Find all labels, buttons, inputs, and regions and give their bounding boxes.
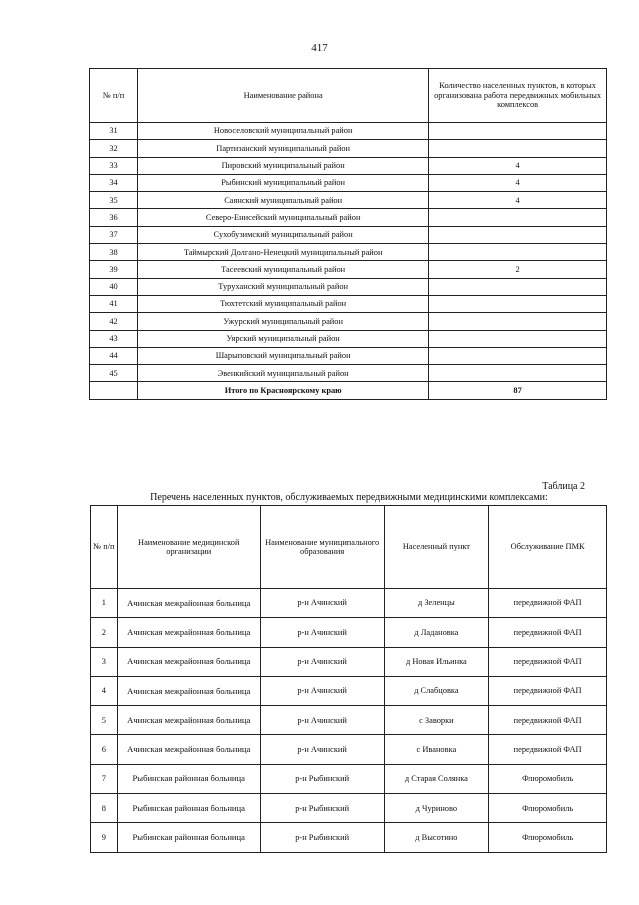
table-row [91, 618, 607, 647]
municipality: р-н Рыбинский [260, 823, 384, 852]
district-name: Северо-Енисейский муниципальный район [138, 209, 429, 226]
localities-table-body [91, 589, 607, 853]
table-row [90, 226, 607, 243]
locality: с Ивановка [384, 735, 489, 764]
localities-count: 4 [429, 174, 607, 191]
service-type: передвижной ФАП [489, 589, 607, 618]
row-number: 31 [90, 123, 138, 140]
table-row [90, 295, 607, 312]
medical-organization: Ачинская межрайонная больница [117, 676, 260, 705]
district-name: Шарыповский муниципальный район [138, 347, 429, 364]
medical-organization: Рыбинская районная больница [117, 764, 260, 793]
locality: д Старая Солянка [384, 764, 489, 793]
localities-count: 4 [429, 157, 607, 174]
total-empty-cell [90, 382, 138, 400]
localities-count [429, 123, 607, 140]
district-name: Сухобузимский муниципальный район [138, 226, 429, 243]
table-row [90, 157, 607, 174]
district-name: Туруханский муниципальный район [138, 278, 429, 295]
header-number: № п/п [91, 506, 118, 589]
localities-count [429, 365, 607, 382]
service-type: передвижной ФАП [489, 676, 607, 705]
row-number: 38 [90, 244, 138, 261]
district-name: Новоселовский муниципальный район [138, 123, 429, 140]
page-number: 417 [311, 42, 328, 54]
table-row [90, 313, 607, 330]
localities-count [429, 295, 607, 312]
locality: д Новая Ильинка [384, 647, 489, 676]
medical-organization: Ачинская межрайонная больница [117, 706, 260, 735]
localities-count [429, 347, 607, 364]
municipality: р-н Ачинский [260, 706, 384, 735]
table-row [91, 794, 607, 823]
table-header-row [91, 506, 607, 589]
header-district-name: Наименование района [138, 69, 429, 123]
table-row [90, 174, 607, 191]
municipality: р-н Ачинский [260, 676, 384, 705]
header-locality: Населенный пункт [384, 506, 489, 589]
total-row [90, 382, 607, 400]
district-name: Ужурский муниципальный район [138, 313, 429, 330]
localities-count [429, 330, 607, 347]
municipality: р-н Рыбинский [260, 794, 384, 823]
localities-count: 4 [429, 192, 607, 209]
table-row [90, 261, 607, 278]
districts-table [89, 68, 607, 400]
medical-organization: Ачинская межрайонная больница [117, 618, 260, 647]
district-name: Тюхтетский муниципальный район [138, 295, 429, 312]
header-medical-organization: Наименование медицинской организации [117, 506, 260, 589]
municipality: р-н Рыбинский [260, 764, 384, 793]
districts-table-body [90, 123, 607, 400]
row-number: 35 [90, 192, 138, 209]
table-row [90, 209, 607, 226]
table-row [91, 676, 607, 705]
district-name: Тасеевский муниципальный район [138, 261, 429, 278]
header-municipality: Наименование муниципального образования [260, 506, 384, 589]
table-header-row [90, 69, 607, 123]
row-number: 45 [90, 365, 138, 382]
service-type: передвижной ФАП [489, 735, 607, 764]
row-number: 3 [91, 647, 118, 676]
localities-count [429, 226, 607, 243]
medical-organization: Ачинская межрайонная больница [117, 647, 260, 676]
row-number: 44 [90, 347, 138, 364]
row-number: 40 [90, 278, 138, 295]
service-type: Флюромобиль [489, 823, 607, 852]
table-row [91, 589, 607, 618]
medical-organization: Ачинская межрайонная больница [117, 735, 260, 764]
row-number: 8 [91, 794, 118, 823]
municipality: р-н Ачинский [260, 735, 384, 764]
municipality: р-н Ачинский [260, 618, 384, 647]
municipality: р-н Ачинский [260, 647, 384, 676]
row-number: 5 [91, 706, 118, 735]
row-number: 32 [90, 140, 138, 157]
district-name: Партизанский муниципальный район [138, 140, 429, 157]
row-number: 1 [91, 589, 118, 618]
row-number: 4 [91, 676, 118, 705]
row-number: 33 [90, 157, 138, 174]
table-row [90, 244, 607, 261]
locality: д Слабцовка [384, 676, 489, 705]
medical-organization: Рыбинская районная больница [117, 823, 260, 852]
district-name: Таймырский Долгано-Ненецкий муниципальный район [138, 244, 429, 261]
service-type: Флюромобиль [489, 764, 607, 793]
header-localities-count: Количество населенных пунктов, в которых организована работа передвижных мобильных комплексов [429, 69, 607, 123]
localities-count [429, 209, 607, 226]
district-name: Эвенкийский муниципальный район [138, 365, 429, 382]
header-service: Обслуживание ПМК [489, 506, 607, 589]
service-type: передвижной ФАП [489, 618, 607, 647]
service-type: передвижной ФАП [489, 647, 607, 676]
locality: с Заворки [384, 706, 489, 735]
row-number: 39 [90, 261, 138, 278]
table-row [90, 330, 607, 347]
row-number: 37 [90, 226, 138, 243]
table-row [90, 192, 607, 209]
service-type: передвижной ФАП [489, 706, 607, 735]
district-name: Уярский муниципальный район [138, 330, 429, 347]
row-number: 7 [91, 764, 118, 793]
row-number: 41 [90, 295, 138, 312]
district-name: Рыбинский муниципальный район [138, 174, 429, 191]
table-row [91, 647, 607, 676]
total-label: Итого по Красноярскому краю [138, 382, 429, 400]
header-number: № п/п [90, 69, 138, 123]
localities-count [429, 313, 607, 330]
table-row [90, 365, 607, 382]
locality: д Чуриново [384, 794, 489, 823]
medical-organization: Ачинская межрайонная больница [117, 589, 260, 618]
district-name: Саянский муниципальный район [138, 192, 429, 209]
table-row [91, 706, 607, 735]
row-number: 2 [91, 618, 118, 647]
district-name: Пировский муниципальный район [138, 157, 429, 174]
row-number: 9 [91, 823, 118, 852]
total-value: 87 [429, 382, 607, 400]
locality: д Высотино [384, 823, 489, 852]
localities-table [90, 505, 607, 853]
locality: д Ладановка [384, 618, 489, 647]
row-number: 42 [90, 313, 138, 330]
municipality: р-н Ачинский [260, 589, 384, 618]
localities-count [429, 278, 607, 295]
table-row [90, 278, 607, 295]
table-row [90, 123, 607, 140]
row-number: 6 [91, 735, 118, 764]
table-caption: Таблица 2 [542, 481, 585, 492]
localities-count: 2 [429, 261, 607, 278]
table-row [90, 140, 607, 157]
table-row [91, 735, 607, 764]
service-type: Флюромобиль [489, 794, 607, 823]
row-number: 43 [90, 330, 138, 347]
localities-count [429, 140, 607, 157]
table-row [90, 347, 607, 364]
table-title: Перечень населенных пунктов, обслуживаемых передвижными медицинскими комплексами: [150, 492, 548, 503]
row-number: 34 [90, 174, 138, 191]
medical-organization: Рыбинская районная больница [117, 794, 260, 823]
locality: д Зеленцы [384, 589, 489, 618]
table-row [91, 823, 607, 852]
row-number: 36 [90, 209, 138, 226]
table-row [91, 764, 607, 793]
localities-count [429, 244, 607, 261]
